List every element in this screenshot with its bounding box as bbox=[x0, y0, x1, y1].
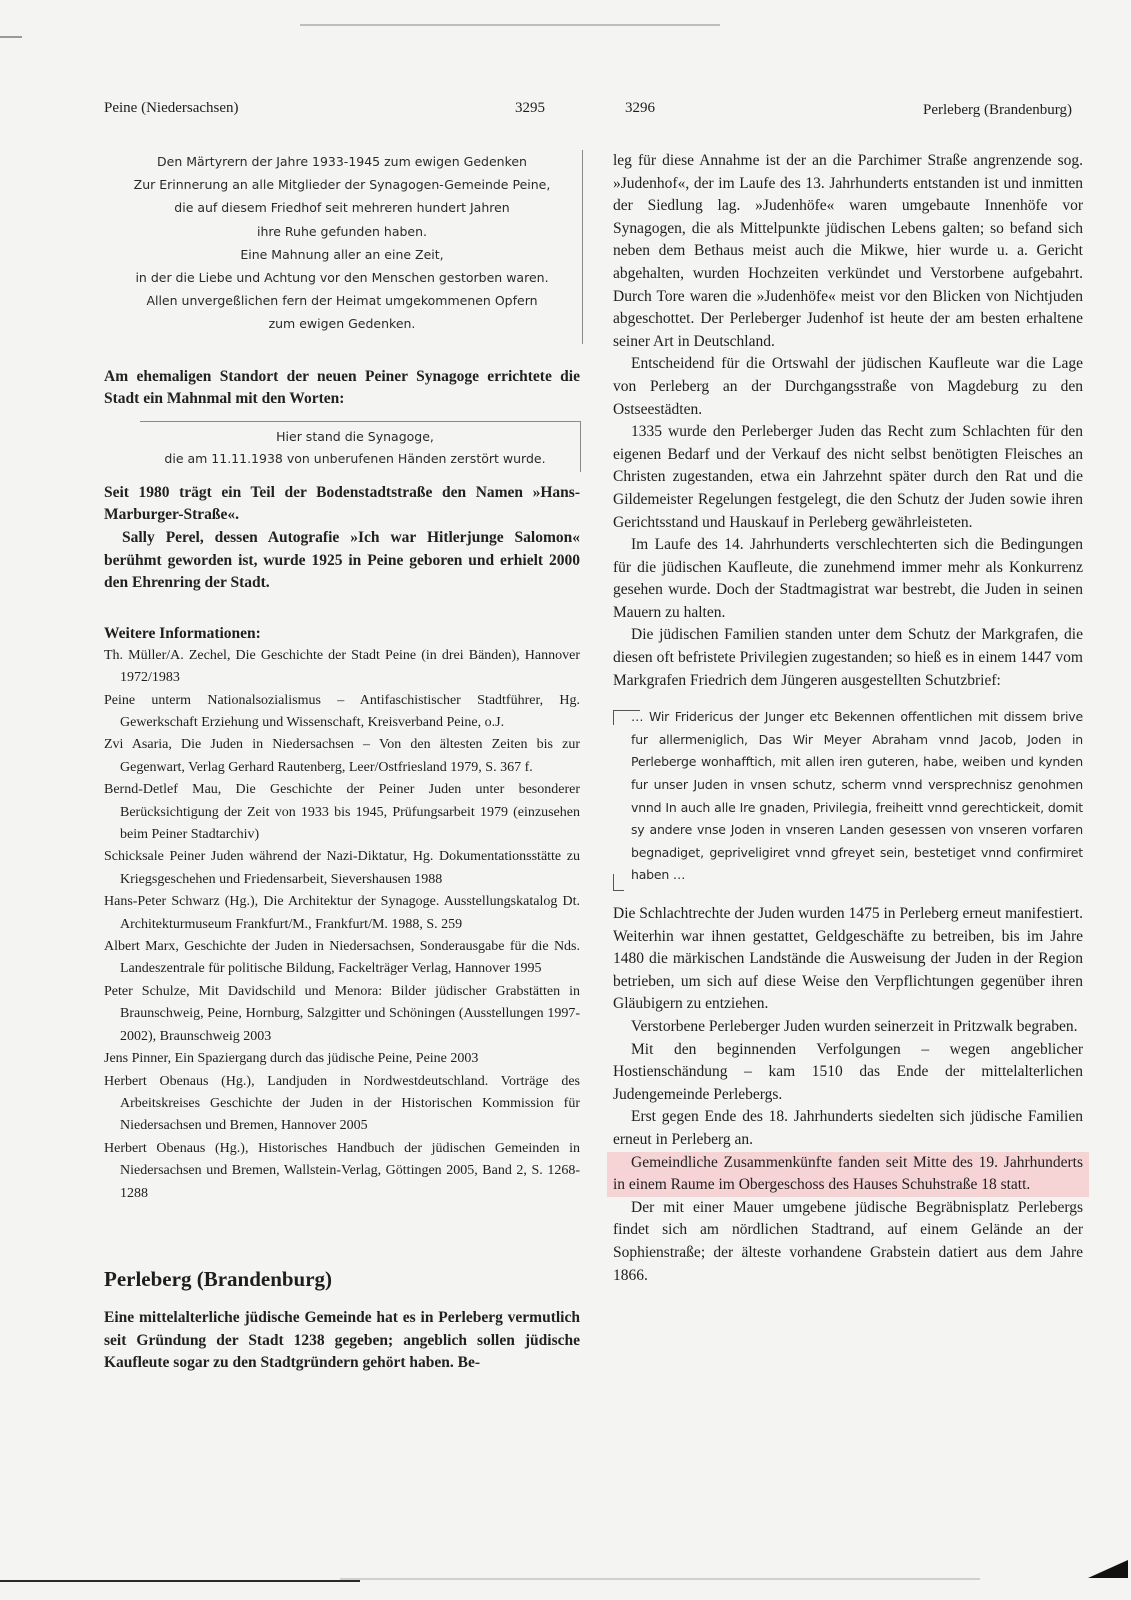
paragraph-pritzwalk: Verstorbene Perleberger Juden wurden seinerzeit in Pritzwalk begraben. bbox=[631, 1017, 1078, 1035]
paragraph-18-jahrhundert: Erst gegen Ende des 18. Jahrhunderts siedelten sich jüdische Familien erneut in Perleberg an. bbox=[613, 1108, 1083, 1148]
memorial-line: Allen unvergeßlichen fern der Heimat umgekommenen Opfern bbox=[146, 293, 538, 309]
inscription-line: die am 11.11.1938 von unberufenen Händen zerstört wurde. bbox=[164, 450, 546, 466]
memorial-line: ihre Ruhe gefunden haben. bbox=[256, 223, 428, 239]
memorial-line: Eine Mahnung aller an eine Zeit, bbox=[240, 246, 444, 262]
scan-artifact-top-rule bbox=[300, 24, 720, 26]
scan-artifact-left-mark bbox=[0, 36, 22, 38]
memorial-line: in der die Liebe und Achtung vor den Menschen gestorben waren. bbox=[135, 270, 549, 286]
reference-item: Schicksale Peiner Juden während der Nazi-Diktatur, Hg. Dokumentationsstätte zu Kriegsgeschehen und Friedensarbeit, Sievershausen 1988 bbox=[104, 849, 580, 887]
schutzbrief-quote-text: … Wir Fridericus der Junger etc Bekennen offentlichen mit dissem brive fur allermeniglich, Das Wir Meyer Abraham vnnd Jacob, Joden in Perleberge wonhafftich, mit allen iren guteren, habe, weiben und kynden fur unser Juden in vnsen schutz, scherm vnnd versprechnisz genohmen vnnd In auch alle Ire gnaden, Privilegia, freiheitt vnnd gerechtickeit, domit sy andere vnse Joden in vnseren Landen gesessen von vnseren vorfaren begnadiget, gepriveligiret vnnd gfreyet sein, bestetiget vnnd confirmiret haben … bbox=[631, 709, 1083, 883]
paragraph-1335: 1335 wurde den Perleberger Juden das Recht zum Schlachten für den eigenen Bedarf und der Verkauf des nicht selbst benötigten Fleisches an Christen zugestanden, etwa ein Jahrzehnt später durch den Rat und die Gildemeister Regelungen festgelegt, die den Schutz der Juden sowie ihren Gerichtsstand und Hauskauf in Perleberg gewährleisteten. bbox=[613, 423, 1083, 531]
paragraph-14-jahrhundert: Im Laufe des 14. Jahrhunderts verschlechterten sich die Bedingungen für die jüdischen Kaufleute, die zunehmend immer mehr als Konkurrenz gesehen wurde. Doch der Stadtmagistrat war bestrebt, die Juden in seinen Mauern zu halten. bbox=[613, 536, 1083, 621]
references-heading: Weitere Informationen: bbox=[104, 624, 261, 642]
reference-item: Bernd-Detlef Mau, Die Geschichte der Peiner Juden unter besonderer Berücksichtigung der Zeit von 1933 bis 1945, Prüfungsarbeit 1979 (einzusehen beim Peiner Stadtarchiv) bbox=[104, 782, 580, 843]
page-number-right: 3296 bbox=[625, 100, 655, 116]
paragraph-judenhof: leg für diese Annahme ist der an die Parchimer Straße angrenzende sog. »Judenhof«, der im Laufe des 13. Jahrhunderts entstanden ist und inmitten der Siedlung lag. »Judenhöfe« waren umgebaute Innenhöfe vor Synagogen, die als Mittelpunkte jüdischen Lebens galten; so befand sich neben dem Bethaus meist auch die Mikwe, hier wurde u. a. Gericht abgehalten, wurden Hochzeiten verkündet und Verstorbene aufgebahrt. Durch Tore waren die »Judenhöfe« meist vor den Blicken von Nichtjuden abgeschottet. Der Perleberger Judenhof ist heute der am besten erhaltene seiner Art in Deutschland. bbox=[613, 152, 1083, 350]
running-head-right: Perleberg (Brandenburg) bbox=[923, 102, 1072, 118]
memorial-line: Den Märtyrern der Jahre 1933-1945 zum ewigen Gedenken bbox=[157, 154, 527, 169]
right-column bbox=[613, 150, 1083, 1287]
reference-item: Jens Pinner, Ein Spaziergang durch das jüdische Peine, Peine 2003 bbox=[104, 1051, 479, 1067]
schutzbrief-quote bbox=[613, 706, 1083, 887]
quote-bracket-top bbox=[613, 710, 640, 725]
reference-item: Herbert Obenaus (Hg.), Historisches Handbuch der jüdischen Gemeinden in Niedersachsen und Bremen, Wallstein-Verlag, Göttingen 2005, Band 2, S. 1268-1288 bbox=[104, 1140, 580, 1201]
paragraph-memorial-intro: Am ehemaligen Standort der neuen Peiner Synagoge errichtete die Stadt ein Mahnmal mit den Worten: bbox=[104, 367, 580, 408]
paragraph-markgrafen: Die jüdischen Familien standen unter dem Schutz der Markgrafen, die diesen oft befristete Privilegien zugestanden; so hieß es in einem 1447 vom Markgrafen Friedrich dem Jüngeren ausgestellten Schutzbrief: bbox=[613, 626, 1083, 689]
quote-bracket-bottom bbox=[613, 874, 624, 891]
reference-item: Hans-Peter Schwarz (Hg.), Die Architektur der Synagoge. Ausstellungskatalog Dt. Architekturmuseum Frankfurt/M., Frankfurt/M. 1988, S. 259 bbox=[104, 894, 580, 932]
running-head-left: Peine (Niedersachsen) bbox=[104, 100, 239, 116]
scan-artifact-bottom-rule-light bbox=[340, 1578, 980, 1580]
memorial-line: die auf diesem Friedhof seit mehreren hundert Jahren bbox=[174, 200, 510, 216]
paragraph-street-name: Seit 1980 trägt ein Teil der Bodenstadtstraße den Namen »Hans-Marburger-Straße«. bbox=[104, 483, 580, 524]
references-list bbox=[104, 645, 580, 1205]
synagogue-inscription-box bbox=[140, 421, 581, 472]
scan-artifact-page-corner bbox=[1088, 1560, 1128, 1578]
paragraph-highlighted-zusammenkuenfte: Gemeindliche Zusammenkünfte fanden seit Mitte des 19. Jahrhunderts in einem Raume im Obergeschoss des Hauses Schuhstraße 18 statt. bbox=[607, 1152, 1089, 1197]
paragraph-verfolgungen: Mit den beginnenden Verfolgungen – wegen angeblicher Hostienschändung – kam 1510 das Ende der mittelalterlichen Judengemeinde Perlebergs. bbox=[613, 1040, 1083, 1103]
memorial-line: Zur Erinnerung an alle Mitglieder der Synagogen-Gemeinde Peine, bbox=[133, 177, 551, 193]
page-number-left: 3295 bbox=[515, 100, 545, 116]
memorial-inscription-box bbox=[116, 150, 583, 344]
scan-artifact-bottom-rule bbox=[0, 1580, 360, 1582]
reference-item: Zvi Asaria, Die Juden in Niedersachsen – Von den ältesten Zeiten bis zur Gegenwart, Verlag Gerhard Rautenberg, Leer/Ostfriesland 1979, S. 367 f. bbox=[104, 737, 580, 775]
reference-item: Herbert Obenaus (Hg.), Landjuden in Nordwestdeutschland. Vorträge des Arbeitskreises Geschichte der Juden in der Historischen Kommission für Niedersachsen und Bremen, Hannover 2005 bbox=[104, 1073, 580, 1134]
left-column bbox=[104, 150, 580, 1375]
paragraph-perleberg-intro: Eine mittelalterliche jüdische Gemeinde hat es in Perleberg vermutlich seit Gründung der Stadt 1238 gegeben; angeblich sollen jüdische Kaufleute sogar zu den Stadtgründern gehört haben. Be- bbox=[104, 1308, 580, 1372]
memorial-line: zum ewigen Gedenken. bbox=[268, 316, 416, 332]
reference-item: Th. Müller/A. Zechel, Die Geschichte der Stadt Peine (in drei Bänden), Hannover 1972/1983 bbox=[104, 647, 580, 686]
reference-item: Albert Marx, Geschichte der Juden in Niedersachsen, Sonderausgabe für die Nds. Landeszentrale für politische Bildung, Fackelträger Verlag, Hannover 1995 bbox=[104, 939, 580, 977]
reference-item: Peine unterm Nationalsozialismus – Antifaschistischer Stadtführer, Hg. Gewerkschaft Erziehung und Wissenschaft, Kreisverband Peine, o.J. bbox=[104, 692, 580, 730]
paragraph-schlachtrechte: Die Schlachtrechte der Juden wurden 1475 in Perleberg erneut manifestiert. Weiterhin war ihnen gestattet, Geldgeschäfte zu betreiben, bis im Jahre 1480 die märkischen Landstände die Ausweisung der Juden in der Region betrieben, um sich auf diese Weise den Verpflichtungen gegenüber ihren Gläubigern zu entziehen. bbox=[613, 905, 1083, 1013]
inscription-line: Hier stand die Synagoge, bbox=[276, 428, 434, 444]
reference-item: Peter Schulze, Mit Davidschild und Menora: Bilder jüdischer Grabstätten in Braunschweig, Peine, Hornburg, Salzgitter und Schöningen (Ausstellungen 1997-2002), Braunschweig 2003 bbox=[104, 983, 580, 1044]
section-title-perleberg: Perleberg (Brandenburg) bbox=[104, 1266, 333, 1291]
paragraph-begraebnisplatz: Der mit einer Mauer umgebene jüdische Begräbnisplatz Perlebergs findet sich am nördlichen Stadtrand, auf einem Gelände an der Sophienstraße; der älteste vorhandene Grabstein datiert aus dem Jahre 1866. bbox=[613, 1198, 1083, 1284]
paragraph-ortswahl: Entscheidend für die Ortswahl der jüdischen Kaufleute war die Lage von Perleberg an der Durchgangsstraße von Magdeburg zu den Ostseestädten. bbox=[613, 355, 1083, 418]
paragraph-sally-perel: Sally Perel, dessen Autografie »Ich war Hitlerjunge Salomon« berühmt geworden ist, wurde 1925 in Peine geboren und erhielt 2000 den Ehrenring der Stadt. bbox=[104, 529, 580, 592]
